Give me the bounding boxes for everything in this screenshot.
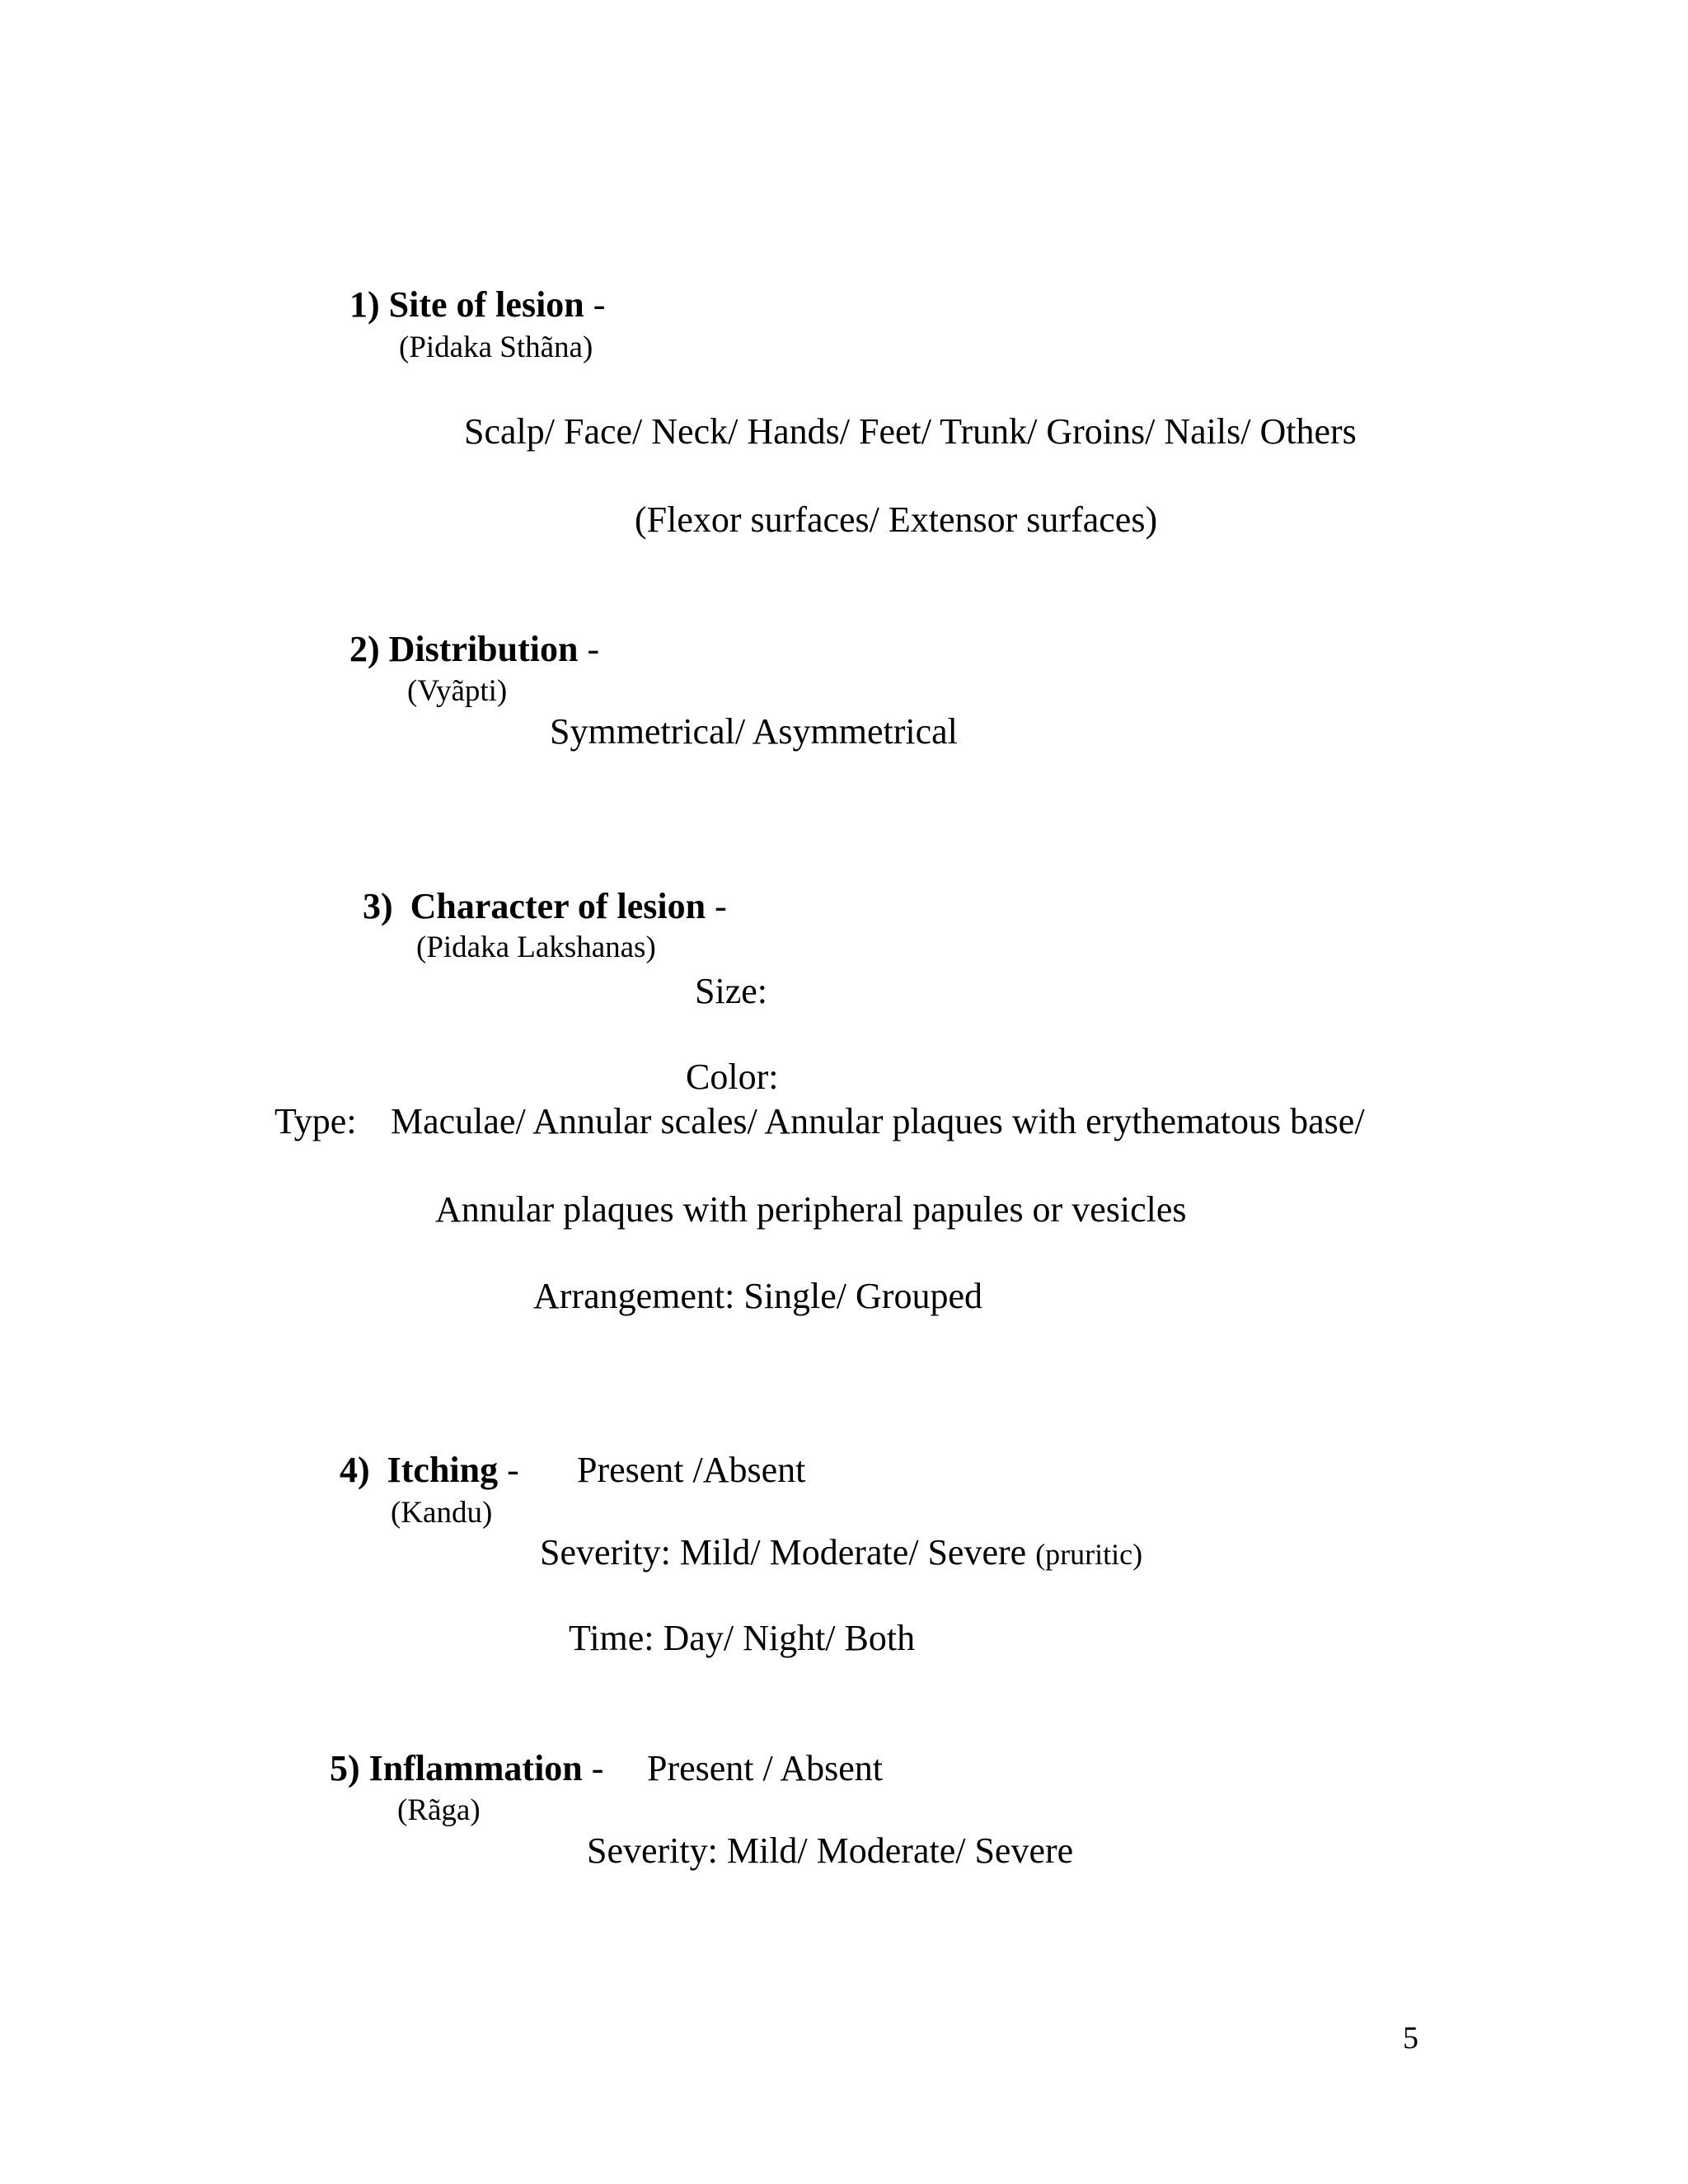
section-4-severity [540,1532,1143,1572]
section-4-status: Present /Absent [577,1450,806,1490]
section-5-sanskrit: (Rãga) [397,1793,481,1827]
section-1-sanskrit: (Pidaka Sthãna) [399,330,593,364]
section-4-time: Time: Day/ Night/ Both [569,1618,916,1658]
section-1-heading [349,284,606,325]
section-4-heading [340,1452,519,1488]
section-5-status: Present / Absent [647,1748,883,1788]
section-4-title: Itching [387,1450,499,1490]
section-1-surfaces: (Flexor surfaces/ Extensor surfaces) [635,499,1158,540]
section-5-title: Inflammation [368,1748,583,1788]
section-3-arrangement: Arrangement: Single/ Grouped [533,1276,982,1316]
section-2-options: Symmetrical/ Asymmetrical [550,711,958,752]
section-2-heading [349,631,599,668]
section-5-heading [330,1750,603,1787]
section-3-heading [363,888,727,925]
section-3-type-label: Type: [274,1101,357,1141]
section-3-number: 3) [363,886,393,926]
section-4-dash: - [507,1450,519,1490]
section-3-dash: - [715,886,727,926]
section-4-severity-note: (pruritic) [1035,1538,1143,1571]
section-1-number: 1) [349,284,380,325]
section-1-title: Site of lesion [388,284,584,325]
section-2-sanskrit: (Vyãpti) [407,674,508,708]
section-1-sites: Scalp/ Face/ Neck/ Hands/ Feet/ Trunk/ Groins/ Nails/ Others [464,411,1357,452]
section-5-severity: Severity: Mild/ Moderate/ Severe [587,1830,1074,1871]
section-3-title: Character of lesion [410,886,706,926]
page-number: 5 [1403,2021,1418,2055]
section-4-sanskrit: (Kandu) [391,1496,493,1530]
section-4-severity-text: Severity: Mild/ Moderate/ Severe [540,1532,1027,1572]
section-3-size-label: Size: [695,971,767,1011]
section-4-number: 4) [340,1450,370,1490]
section-2-number: 2) [349,629,380,669]
section-2-title: Distribution [388,629,579,669]
section-5-dash: - [591,1748,604,1788]
section-2-dash: - [587,629,600,669]
section-1-dash: - [593,284,606,325]
section-3-color-label: Color: [686,1057,779,1097]
section-3-sanskrit: (Pidaka Lakshanas) [416,930,656,964]
section-3-type-line-2: Annular plaques with peripheral papules or vesicles [435,1189,1187,1230]
section-5-number: 5) [330,1748,360,1788]
section-3-type-line-1: Maculae/ Annular scales/ Annular plaques with erythematous base/ [391,1101,1365,1141]
